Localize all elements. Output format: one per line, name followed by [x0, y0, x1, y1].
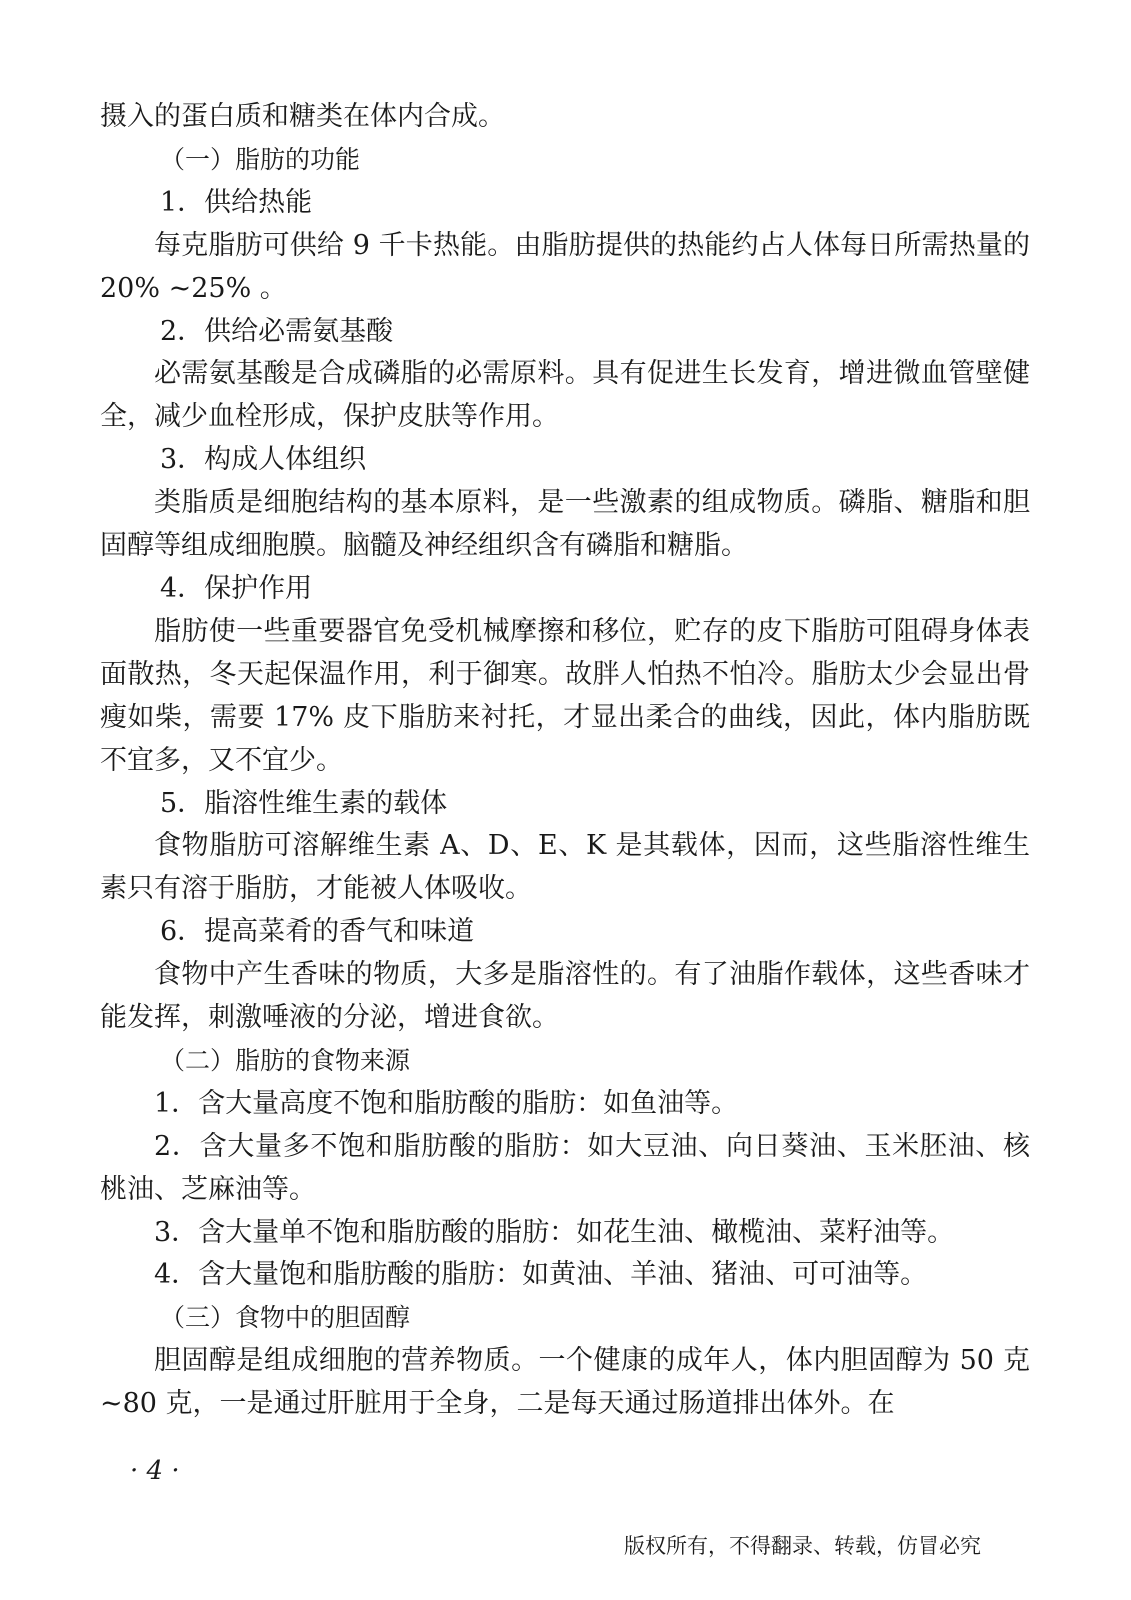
- paragraph: 1．含大量高度不饱和脂肪酸的脂肪：如鱼油等。: [154, 1087, 739, 1119]
- subsection-heading: 6．提高菜肴的香气和味道: [160, 916, 475, 948]
- section-heading: （二）脂肪的食物来源: [160, 1045, 411, 1075]
- paragraph: 3．含大量单不饱和脂肪酸的脂肪：如花生油、橄榄油、菜籽油等。: [154, 1216, 955, 1248]
- copyright-footer: 版权所有，不得翻录、转载，仿冒必究: [624, 1534, 981, 1558]
- section-heading: （三）食物中的胆固醇: [160, 1303, 411, 1333]
- paragraph-continuation: 摄入的蛋白质和糖类在体内合成。: [100, 101, 505, 132]
- section-heading: （一）脂肪的功能: [160, 144, 361, 174]
- paragraph: 必需氨基酸是合成磷脂的必需原料。具有促进生长发育，增进微血管壁健全，减少血栓形成，保护皮肤等作用。: [100, 358, 1030, 433]
- paragraph: 2．含大量多不饱和脂肪酸的脂肪：如大豆油、向日葵油、玉米胚油、核桃油、芝麻油等。: [100, 1130, 1030, 1205]
- page-number: · 4 ·: [130, 1456, 180, 1486]
- paragraph: 类脂质是细胞结构的基本原料，是一些激素的组成物质。磷脂、糖脂和胆固醇等组成细胞膜。脑髓及神经组织含有磷脂和糖脂。: [100, 487, 1030, 562]
- subsection-heading: 3．构成人体组织: [160, 444, 367, 476]
- paragraph: 胆固醇是组成细胞的营养物质。一个健康的成年人，体内胆固醇为 50 克 ~80 克，一是通过肝脏用于全身，二是每天通过肠道排出体外。在: [100, 1345, 1030, 1420]
- subsection-heading: 2．供给必需氨基酸: [160, 315, 394, 347]
- subsection-heading: 4．保护作用: [160, 572, 313, 604]
- paragraph: 食物中产生香味的物质，大多是脂溶性的。有了油脂作载体，这些香味才能发挥，刺激唾液的分泌，增进食欲。: [100, 959, 1030, 1034]
- paragraph: 脂肪使一些重要器官免受机械摩擦和移位，贮存的皮下脂肪可阻碍身体表面散热，冬天起保温作用，利于御寒。故胖人怕热不怕冷。脂肪太少会显出骨瘦如柴，需要 17% 皮下脂肪来衬托，才显出柔合的曲线，因此，体内脂肪既不宜多，又不宜少。: [100, 615, 1030, 776]
- paragraph: 每克脂肪可供给 9 千卡热能。由脂肪提供的热能约占人体每日所需热量的 20% ~25% 。: [100, 229, 1030, 304]
- paragraph: 4．含大量饱和脂肪酸的脂肪：如黄油、羊油、猪油、可可油等。: [154, 1259, 928, 1291]
- subsection-heading: 1．供给热能: [160, 186, 313, 218]
- paragraph: 食物脂肪可溶解维生素 A、D、E、K 是其载体，因而，这些脂溶性维生素只有溶于脂肪，才能被人体吸收。: [100, 830, 1030, 905]
- subsection-heading: 5．脂溶性维生素的载体: [160, 787, 448, 819]
- body-text: [100, 96, 1030, 1426]
